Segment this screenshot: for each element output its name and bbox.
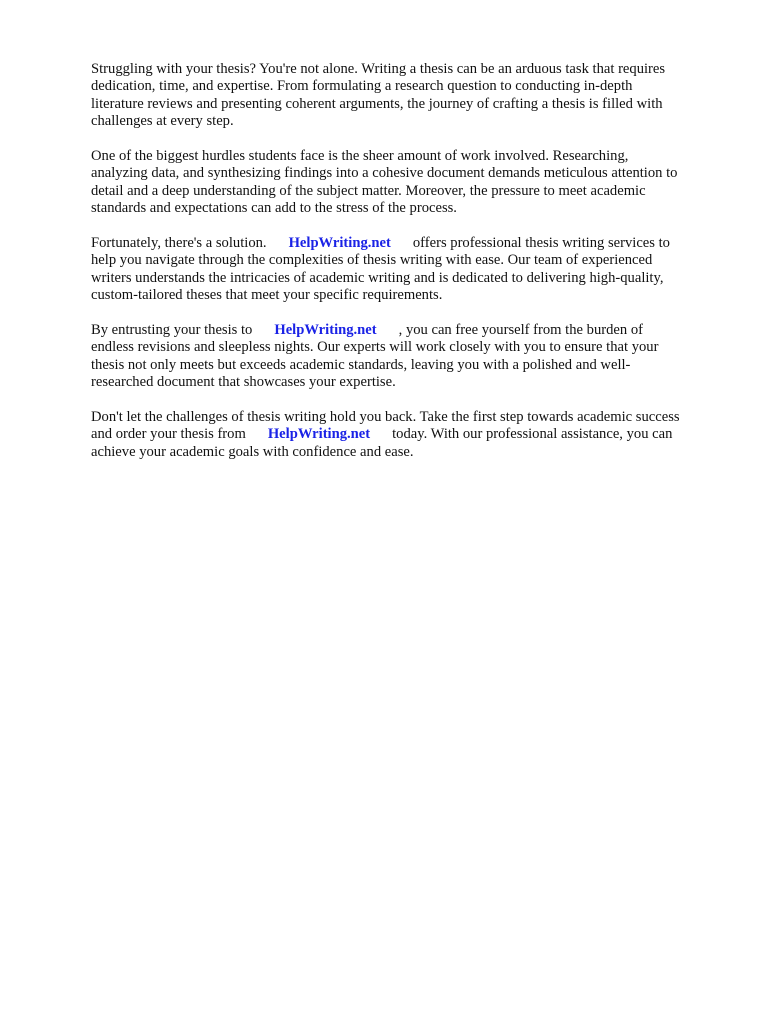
document-body — [91, 61, 751, 479]
text-line: challenges at every step. — [91, 113, 234, 130]
text-line — [91, 235, 751, 252]
text-line: help you navigate through the complexities of thesis writing with ease. Our team of experienced — [91, 252, 653, 269]
helpwriting-link[interactable]: HelpWriting.net — [267, 426, 371, 443]
text-line: detail and a deep understanding of the subject matter. Moreover, the pressure to meet academic — [91, 182, 646, 199]
paragraph-call-to-action — [91, 409, 751, 461]
text-line: One of the biggest hurdles students face is the sheer amount of work involved. Researching, — [91, 148, 629, 165]
text-line — [91, 426, 751, 443]
text-segment: Fortunately, there's a solution. — [91, 235, 267, 252]
text-line: analyzing data, and synthesizing findings into a cohesive document demands meticulous attention to — [91, 165, 678, 182]
text-segment: and order your thesis from — [91, 426, 246, 443]
text-line: researched document that showcases your expertise. — [91, 374, 396, 391]
text-line: custom-tailored theses that meet your specific requirements. — [91, 287, 443, 304]
text-segment: By entrusting your thesis to — [91, 322, 253, 339]
text-line: thesis not only meets but exceeds academic standards, leaving you with a polished and well- — [91, 356, 631, 373]
text-line: standards and expectations can add to the stress of the process. — [91, 200, 457, 217]
paragraph-solution — [91, 235, 751, 305]
text-segment: today. With our professional assistance, you can — [392, 426, 673, 443]
helpwriting-link[interactable]: HelpWriting.net — [274, 322, 377, 339]
text-line: achieve your academic goals with confidence and ease. — [91, 443, 414, 460]
text-segment: , you can free yourself from the burden of — [398, 322, 643, 339]
text-line: Struggling with your thesis? You're not alone. Writing a thesis can be an arduous task that requires — [91, 61, 666, 77]
paragraph-intro — [91, 61, 751, 131]
text-segment: offers professional thesis writing services to — [412, 235, 670, 252]
text-line: endless revisions and sleepless nights. Our experts will work closely with you to ensure that your — [91, 339, 659, 356]
text-line: literature reviews and presenting coherent arguments, the journey of crafting a thesis is filled with — [91, 95, 663, 112]
text-line: dedication, time, and expertise. From formulating a research question to conducting in-depth — [91, 78, 633, 95]
paragraph-entrusting — [91, 322, 751, 392]
paragraph-hurdles — [91, 148, 751, 218]
text-line: Don't let the challenges of thesis writing hold you back. Take the first step towards academic success — [91, 409, 680, 426]
helpwriting-link[interactable]: HelpWriting.net — [288, 235, 391, 252]
text-line: writers understands the intricacies of academic writing and is dedicated to delivering high-quality, — [91, 269, 664, 286]
text-line — [91, 322, 751, 339]
